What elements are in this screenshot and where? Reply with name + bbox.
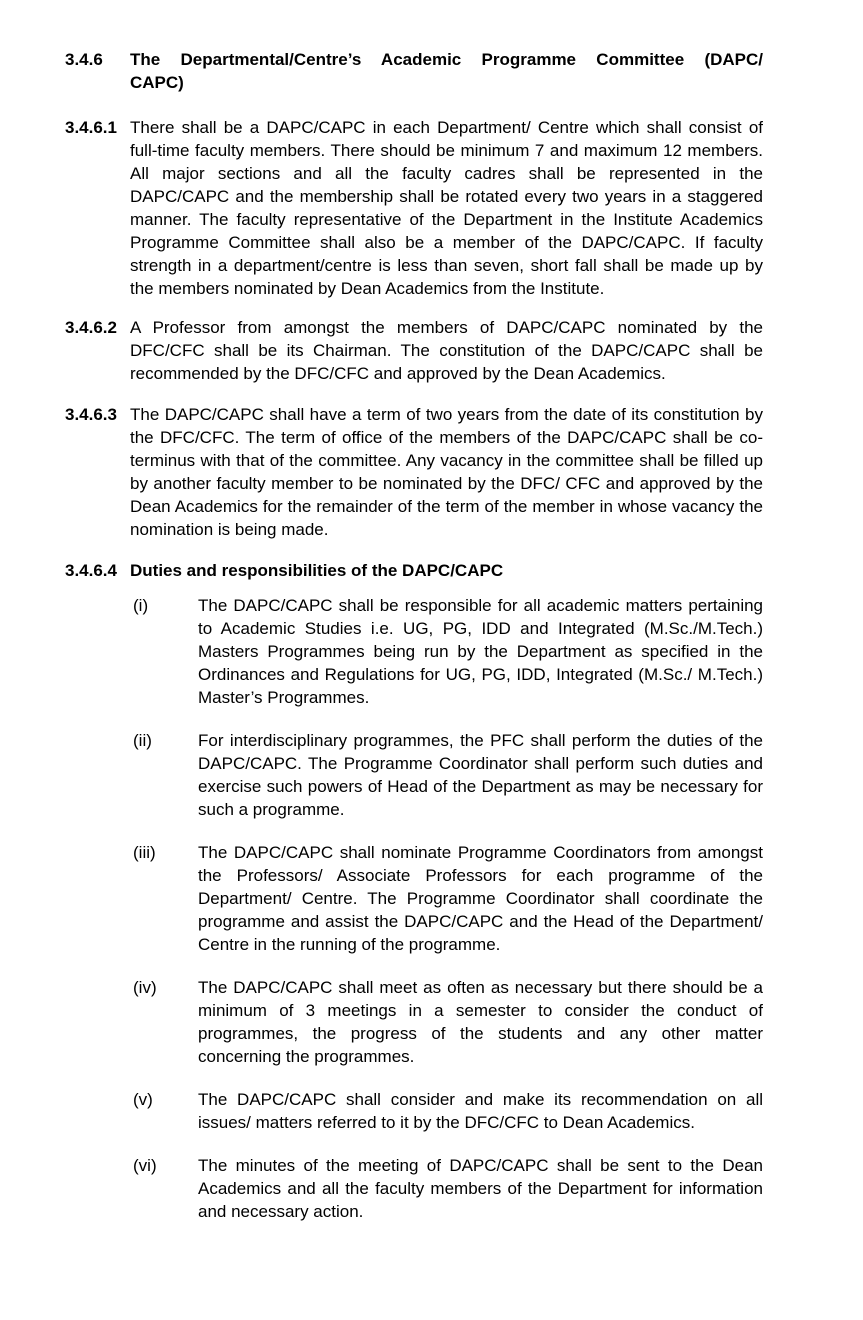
duty-marker: (iv) (133, 978, 157, 997)
section-paragraph: A Professor from amongst the members of DAPC/CAPC nominated by the DFC/CFC shall be its Chairman. The constitution of the DAPC/CAPC shall be recommended by the DFC/CFC and approved by the Dean Academics. (130, 318, 763, 383)
duty-text: The DAPC/CAPC shall meet as often as necessary but there should be a minimum of 3 meetings in a semester to consider the conduct of programmes, the progress of the students and any other matter concerning the programmes. (198, 978, 763, 1066)
duty-marker: (iii) (133, 843, 156, 862)
section-title-line-2: CAPC) (130, 73, 184, 92)
duty-item-iii (133, 841, 763, 956)
section-paragraph: The DAPC/CAPC shall have a term of two years from the date of its constitution by the DFC/CFC. The term of office of the members of the DAPC/CAPC shall be co-terminus with that of the committee. Any vacancy in the committee shall be filled up by another faculty member to be nominated by the DFC/ CFC and approved by the Dean Academics for the remainder of the term of the member in whose vacancy the nomination is being made. (130, 405, 763, 539)
duty-text: The DAPC/CAPC shall consider and make its recommendation on all issues/ matters referred to it by the DFC/CFC to Dean Academics. (198, 1090, 763, 1132)
section-number: 3.4.6.4 (65, 561, 117, 580)
duty-item-vi (133, 1154, 763, 1223)
section-3-4-6-1 (65, 116, 763, 300)
duty-text: For interdisciplinary programmes, the PFC shall perform the duties of the DAPC/CAPC. The Programme Coordinator shall perform such duties and exercise such powers of Head of the Department as may be necessary for such a programme. (198, 731, 763, 819)
duty-item-iv (133, 976, 763, 1068)
duty-text: The DAPC/CAPC shall be responsible for all academic matters pertaining to Academic Studies i.e. UG, PG, IDD and Integrated (M.Sc./M.Tech.) Masters Programmes being run by the Department as specified in the Ordinances and Regulations for UG, PG, IDD, Integrated (M.Sc./ M.Tech.) Master’s Programmes. (198, 596, 763, 707)
section-3-4-6-2 (65, 316, 763, 385)
section-title: Duties and responsibilities of the DAPC/CAPC (130, 561, 504, 580)
duty-text: The DAPC/CAPC shall nominate Programme Coordinators from amongst the Professors/ Associate Professors for each programme of the Department/ Centre. The Programme Coordinator shall coordinate the programme and assist the DAPC/CAPC and the Head of the Department/ Centre in the running of the programme. (198, 843, 763, 954)
section-paragraph: There shall be a DAPC/CAPC in each Department/ Centre which shall consist of full-time faculty members. There should be minimum 7 and maximum 12 members. All major sections and all the faculty cadres shall be represented in the DAPC/CAPC and the membership shall be rotated every two years in a staggered manner. The faculty representative of the Department in the Institute Academics Programme Committee shall also be a member of the DAPC/CAPC. If faculty strength in a department/centre is less than seven, short fall shall be made up by the members nominated by Dean Academics from the Institute. (130, 118, 763, 298)
section-number: 3.4.6.2 (65, 318, 117, 337)
duty-marker: (i) (133, 596, 149, 615)
duty-item-ii (133, 729, 763, 821)
duty-marker: (ii) (133, 731, 152, 750)
section-title (130, 48, 763, 94)
section-number: 3.4.6.3 (65, 405, 117, 424)
duties-list (133, 594, 763, 1223)
section-3-4-6-4-heading (65, 559, 763, 582)
section-3-4-6-3 (65, 403, 763, 541)
section-number: 3.4.6.1 (65, 118, 117, 137)
duty-marker: (v) (133, 1090, 153, 1109)
duty-marker: (vi) (133, 1156, 157, 1175)
duty-text: The minutes of the meeting of DAPC/CAPC shall be sent to the Dean Academics and all the faculty members of the Department for information and necessary action. (198, 1156, 763, 1221)
section-3-4-6-heading (65, 48, 763, 94)
duty-item-i (133, 594, 763, 709)
duty-item-v (133, 1088, 763, 1134)
section-title-line-1: The Departmental/Centre’s Academic Programme Committee (DAPC/ (130, 50, 763, 69)
section-number: 3.4.6 (65, 50, 103, 69)
